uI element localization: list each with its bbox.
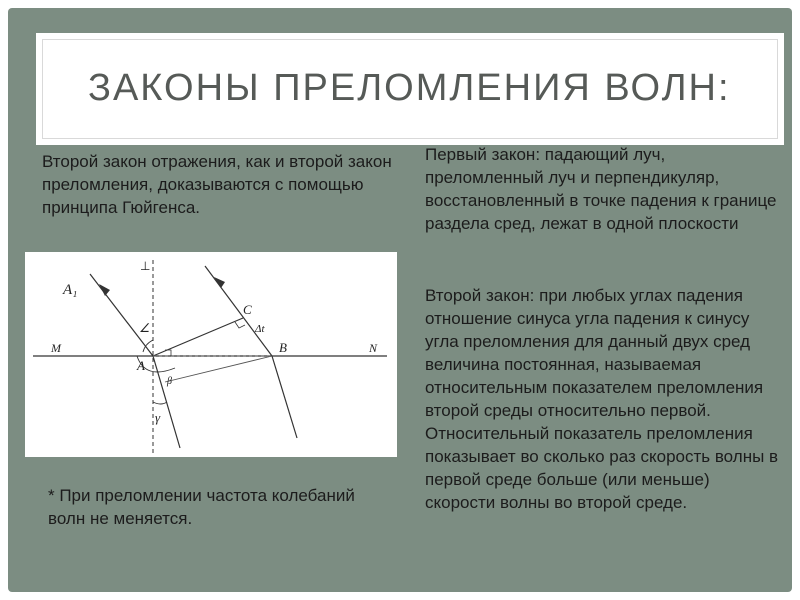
right-angle-mark-c — [235, 322, 245, 328]
label-perp: ⊥ — [140, 259, 151, 273]
label-c: C — [243, 302, 252, 317]
relative-index-paragraph: Относительный показатель преломления показывает во сколько раз скорость волны в первой среде больше (или меньше) скорости волны во второй среде. — [425, 424, 779, 512]
label-gamma: γ — [155, 410, 161, 425]
label-beta: β — [167, 376, 172, 387]
refracted-ray-b — [272, 356, 297, 438]
title-box — [36, 33, 784, 145]
angle-arc-gamma — [153, 402, 167, 404]
label-n: N — [369, 341, 378, 355]
label-m: M — [51, 341, 61, 355]
slide-title: ЗАКОНЫ ПРЕЛОМЛЕНИЯ ВОЛН: — [88, 67, 731, 109]
label-alpha: ∠ — [139, 321, 150, 335]
second-law-paragraph: Второй закон: при любых углах падения отношение синуса угла падения к синусу угла преломления для данный двух сред величина постоянная, называемая относительным показателем преломления второй среды относительно первой. — [425, 286, 764, 420]
incident-arrow-a — [99, 284, 110, 296]
incident-ray-a — [90, 274, 153, 356]
refraction-sketch — [25, 252, 397, 457]
refraction-diagram — [25, 252, 397, 457]
left-intro-text: Второй закон отражения, как и второй закон преломления, доказываются с помощью принципа Гюйгенса. — [42, 152, 392, 217]
label-a: A — [137, 358, 145, 373]
label-dt: Δt — [255, 323, 265, 335]
second-law-text — [425, 284, 781, 514]
refracted-wavefront — [165, 356, 272, 382]
label-b: B — [279, 340, 287, 355]
frequency-note: * При преломлении частота колебаний волн не меняется. — [48, 486, 355, 528]
first-law-text: Первый закон: падающий луч, преломленный луч и перпендикуляр, восстановленный в точке падения к границе раздела сред, лежат в одной плоскости — [425, 145, 777, 233]
incident-ray-b — [205, 266, 272, 356]
label-a1: A₁ — [63, 282, 78, 298]
